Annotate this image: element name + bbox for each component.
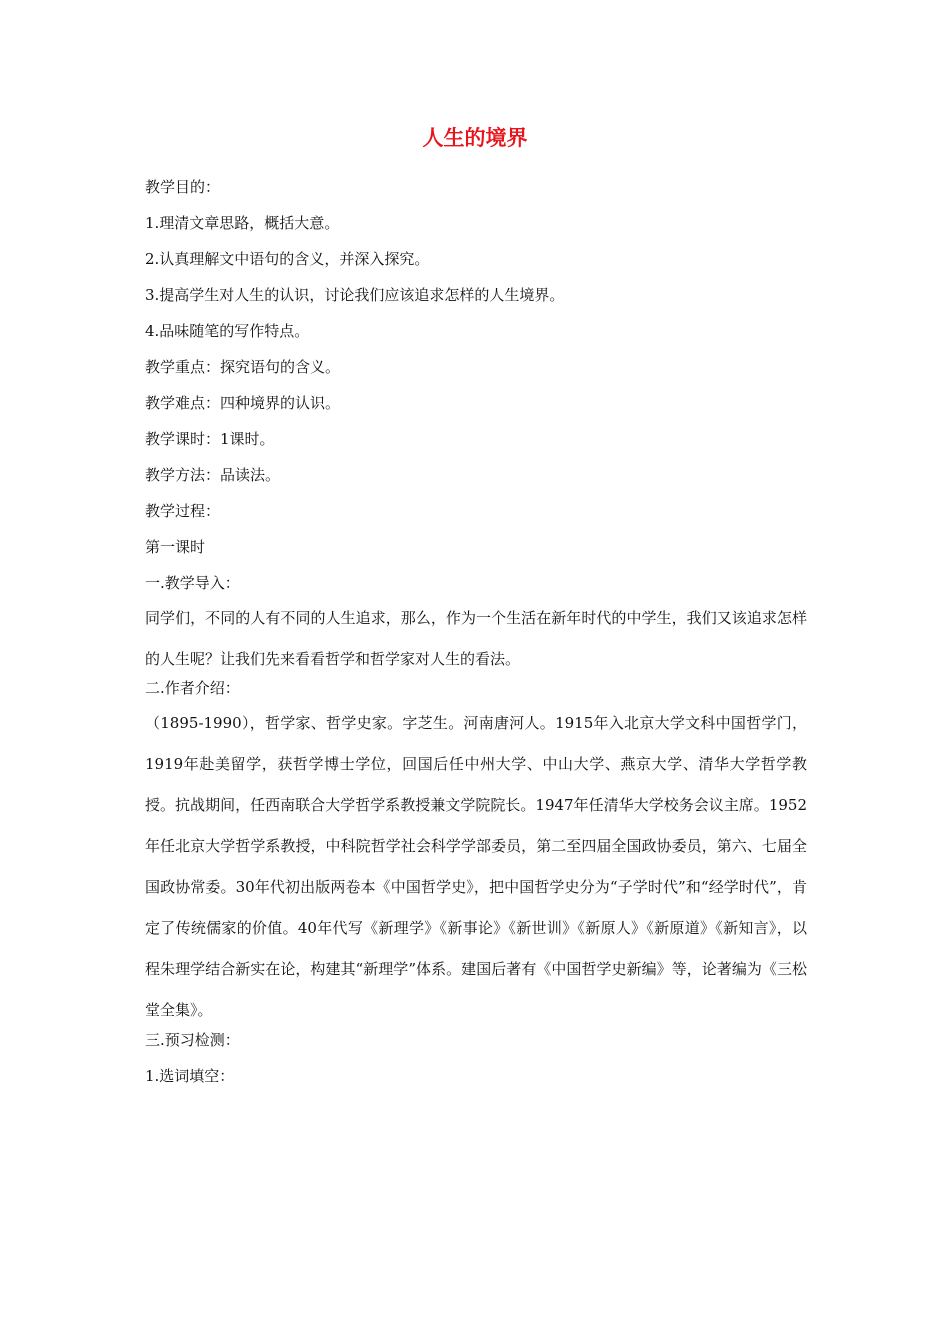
author-heading: 二.作者介绍： bbox=[145, 679, 240, 697]
goal-item-1: 1.理清文章思路，概括大意。 bbox=[145, 214, 340, 232]
fill-blank-heading: 1.选词填空： bbox=[145, 1067, 235, 1085]
teaching-process-heading: 教学过程： bbox=[145, 502, 221, 520]
goal-item-3: 3.提高学生对人生的认识，讨论我们应该追求怎样的人生境界。 bbox=[145, 286, 565, 304]
first-lesson-heading: 第一课时 bbox=[145, 538, 206, 556]
teaching-goals-heading: 教学目的： bbox=[145, 178, 221, 196]
document-title: 人生的境界 bbox=[422, 125, 528, 150]
teaching-hours: 教学课时：1课时。 bbox=[145, 430, 275, 448]
author-paragraph: （1895-1990），哲学家、哲学史家。字芝生。河南唐河人。1915年入北京大学文科中国哲学门，1919年赴美留学，获哲学博士学位，回国后任中州大学、中山大学、燕京大学、清华大学哲学教授。抗战期间，任西南联合大学哲学系教授兼文学院院长。1947年任清华大学校务会议主席。1952年任北京大学哲学系教授，中科院哲学社会科学学部委员，第二至四届全国政协委员，第六、七届全国政协常委。30年代初出版两卷本《中国哲学史》，把中国哲学史分为“子学时代”和“经学时代”，肯定了传统儒家的价值。40年代写《新理学》《新事论》《新世训》《新原人》《新原道》《新知言》，以程朱理学结合新实在论，构建其“新理学”体系。建国后著有《中国哲学史新编》等，论著编为《三松堂全集》。 bbox=[145, 714, 807, 1019]
preview-heading: 三.预习检测： bbox=[145, 1031, 240, 1049]
goal-item-4: 4.品味随笔的写作特点。 bbox=[145, 322, 310, 340]
teaching-method: 教学方法：品读法。 bbox=[145, 466, 281, 484]
document-body bbox=[145, 175, 807, 1100]
teaching-focus: 教学重点：探究语句的含义。 bbox=[145, 358, 341, 376]
section-intro-heading: 一.教学导入： bbox=[145, 574, 240, 592]
goal-item-2: 2.认真理解文中语句的含义，并深入探究。 bbox=[145, 250, 430, 268]
intro-paragraph: 同学们，不同的人有不同的人生追求，那么，作为一个生活在新年时代的中学生，我们又该追求怎样的人生呢？让我们先来看看哲学和哲学家对人生的看法。 bbox=[145, 609, 807, 668]
teaching-difficulty: 教学难点：四种境界的认识。 bbox=[145, 394, 341, 412]
